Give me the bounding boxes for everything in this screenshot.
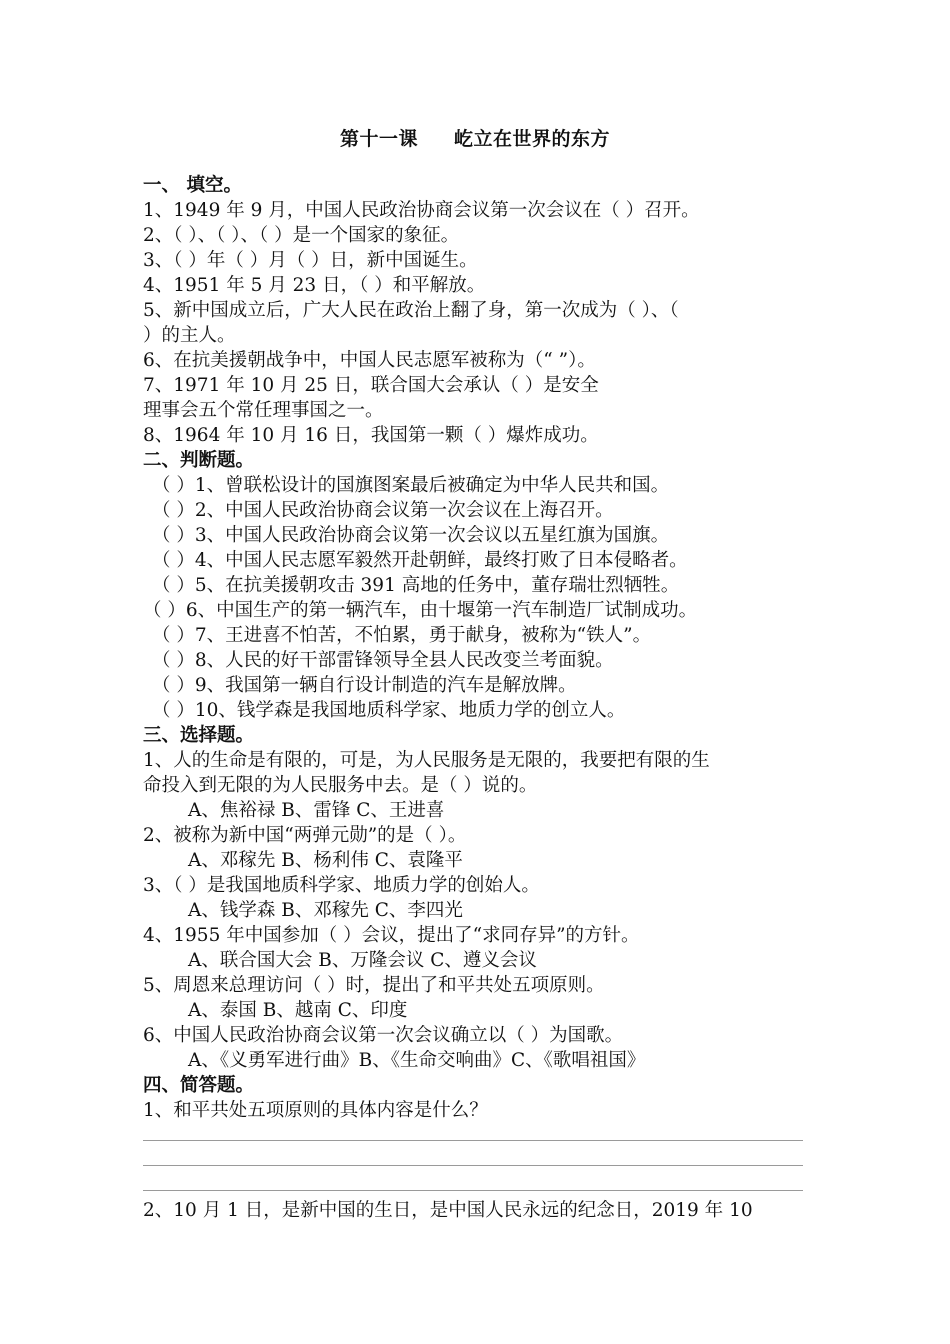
question-line: 6、在抗美援朝战争中，中国人民志愿军被称为（“ ”）。 xyxy=(143,350,596,371)
question-line: （ ）4、中国人民志愿军毅然开赴朝鲜，最终打败了日本侵略者。 xyxy=(152,550,688,571)
lesson-number: 第十一课 xyxy=(339,128,418,150)
question-line: 命投入到无限的为人民服务中去。是（ ）说的。 xyxy=(143,775,538,796)
section-heading: 一、 填空。 xyxy=(143,175,242,196)
question-line: （ ）3、中国人民政治协商会议第一次会议以五星红旗为国旗。 xyxy=(152,525,670,546)
answer-line xyxy=(143,1190,803,1191)
question-line: 1、1949 年 9 月，中国人民政治协商会议第一次会议在（ ）召开。 xyxy=(143,200,700,221)
question-line: 3、（ ）年（ ）月（ ）日，新中国诞生。 xyxy=(143,250,478,271)
question-line: 2、被称为新中国“两弹元勋”的是（ ）。 xyxy=(143,825,467,846)
lesson-name: 屹立在世界的东方 xyxy=(454,128,611,150)
section-heading: 三、选择题。 xyxy=(143,725,255,746)
lesson-title xyxy=(0,124,950,151)
question-line: （ ）1、曾联松设计的国旗图案最后被确定为中华人民共和国。 xyxy=(152,475,670,496)
question-line: 1、和平共处五项原则的具体内容是什么？ xyxy=(143,1100,488,1121)
question-line: 8、1964 年 10 月 16 日，我国第一颗（ ）爆炸成功。 xyxy=(143,425,599,446)
answer-line xyxy=(143,1165,803,1166)
question-line: 6、中国人民政治协商会议第一次会议确立以（ ）为国歌。 xyxy=(143,1025,624,1046)
section-heading: 四、简答题。 xyxy=(143,1075,255,1096)
question-line: 4、1951 年 5 月 23 日，（ ）和平解放。 xyxy=(143,275,486,296)
question-line: 5、周恩来总理访问（ ）时，提出了和平共处五项原则。 xyxy=(143,975,605,996)
question-line: （ ）10、钱学森是我国地质科学家、地质力学的创立人。 xyxy=(152,700,626,721)
question-line: 5、新中国成立后，广大人民在政治上翻了身，第一次成为（ ）、（ xyxy=(143,300,679,321)
question-line: （ ）7、王进喜不怕苦，不怕累，勇于献身，被称为“铁人”。 xyxy=(152,625,652,646)
answer-options: A、邓稼先 B、杨利伟 C、袁隆平 xyxy=(188,850,463,871)
question-line: ）的主人。 xyxy=(143,325,236,346)
question-line: 2、10 月 1 日，是新中国的生日，是中国人民永远的纪念日，2019 年 10 xyxy=(143,1200,753,1221)
question-line: 1、人的生命是有限的，可是，为人民服务是无限的，我要把有限的生 xyxy=(143,750,710,771)
question-line: （ ）8、人民的好干部雷锋领导全县人民改变兰考面貌。 xyxy=(152,650,614,671)
question-line: 7、1971 年 10 月 25 日，联合国大会承认（ ）是安全 xyxy=(143,375,599,396)
question-line: 理事会五个常任理事国之一。 xyxy=(143,400,384,421)
question-line: 2、（ ）、（ ）、（ ）是一个国家的象征。 xyxy=(143,225,460,246)
answer-options: A、《义勇军进行曲》B、《生命交响曲》C、《歌唱祖国》 xyxy=(188,1050,646,1071)
question-line: 4、1955 年中国参加（ ）会议，提出了“求同存异”的方针。 xyxy=(143,925,640,946)
answer-options: A、焦裕禄 B、雷锋 C、王进喜 xyxy=(188,800,445,821)
question-line: （ ）6、中国生产的第一辆汽车，由十堰第一汽车制造厂试制成功。 xyxy=(143,600,698,621)
answer-options: A、联合国大会 B、万隆会议 C、遵义会议 xyxy=(188,950,537,971)
question-line: （ ）2、中国人民政治协商会议第一次会议在上海召开。 xyxy=(152,500,614,521)
section-heading: 二、判断题。 xyxy=(143,450,255,471)
answer-line xyxy=(143,1140,803,1141)
answer-options: A、钱学森 B、邓稼先 C、李四光 xyxy=(188,900,463,921)
question-line: （ ）5、在抗美援朝攻击 391 高地的任务中，董存瑞壮烈牺牲。 xyxy=(152,575,680,596)
question-line: （ ）9、我国第一辆自行设计制造的汽车是解放牌。 xyxy=(152,675,577,696)
question-line: 3、（ ）是我国地质科学家、地质力学的创始人。 xyxy=(143,875,540,896)
answer-options: A、泰国 B、越南 C、印度 xyxy=(188,1000,408,1021)
